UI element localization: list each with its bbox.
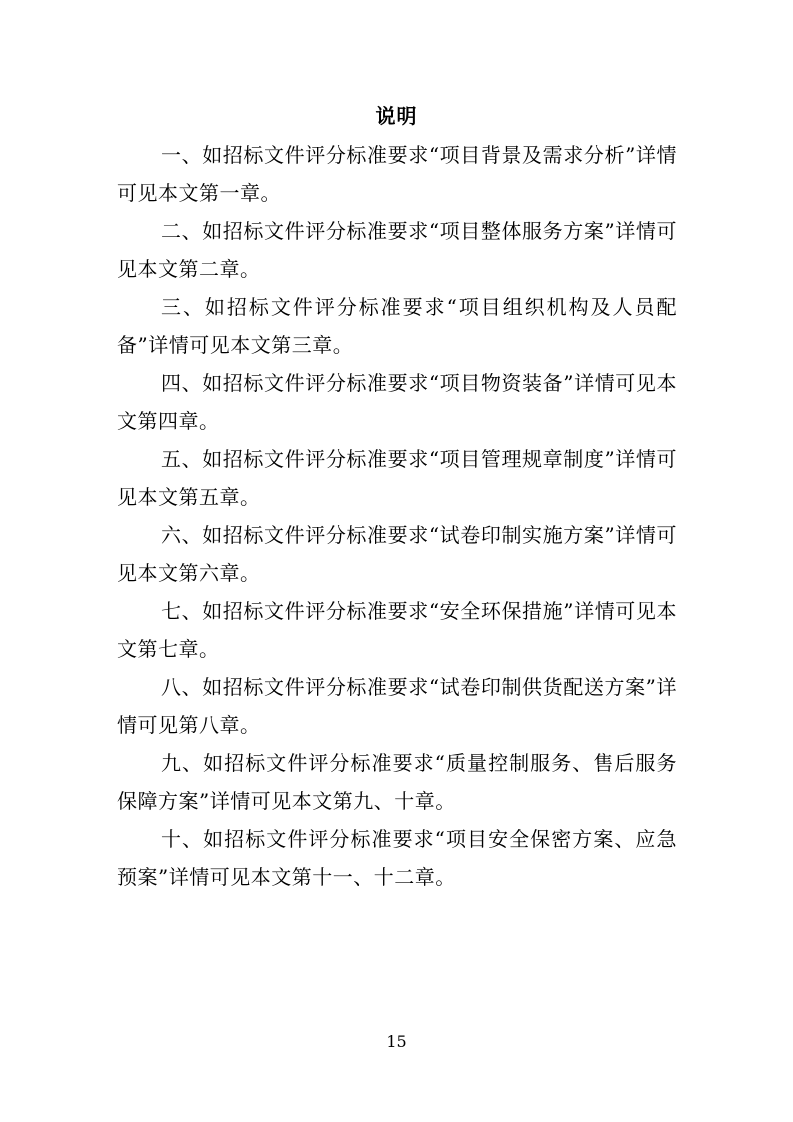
instruction-item: 九、如招标文件评分标准要求“质量控制服务、售后服务保障方案”详情可见本文第九、十章。	[117, 751, 677, 813]
instruction-item: 一、如招标文件评分标准要求“项目背景及需求分析”详情可见本文第一章。	[117, 143, 677, 205]
page-number: 15	[386, 1032, 407, 1051]
instruction-item: 三、如招标文件评分标准要求“项目组织机构及人员配备”详情可见本文第三章。	[117, 295, 677, 357]
instruction-item: 八、如招标文件评分标准要求“试卷印制供货配送方案”详情可见第八章。	[117, 675, 677, 737]
page-title: 说明	[375, 104, 418, 128]
instruction-list	[117, 136, 677, 896]
instruction-item: 十、如招标文件评分标准要求“项目安全保密方案、应急预案”详情可见本文第十一、十二章。	[117, 827, 677, 889]
instruction-item: 五、如招标文件评分标准要求“项目管理规章制度”详情可见本文第五章。	[117, 447, 677, 509]
instruction-item: 四、如招标文件评分标准要求“项目物资装备”详情可见本文第四章。	[117, 371, 677, 433]
instruction-item: 七、如招标文件评分标准要求“安全环保措施”详情可见本文第七章。	[117, 599, 677, 661]
instruction-item: 六、如招标文件评分标准要求“试卷印制实施方案”详情可见本文第六章。	[117, 523, 677, 585]
instruction-item: 二、如招标文件评分标准要求“项目整体服务方案”详情可见本文第二章。	[117, 219, 677, 281]
